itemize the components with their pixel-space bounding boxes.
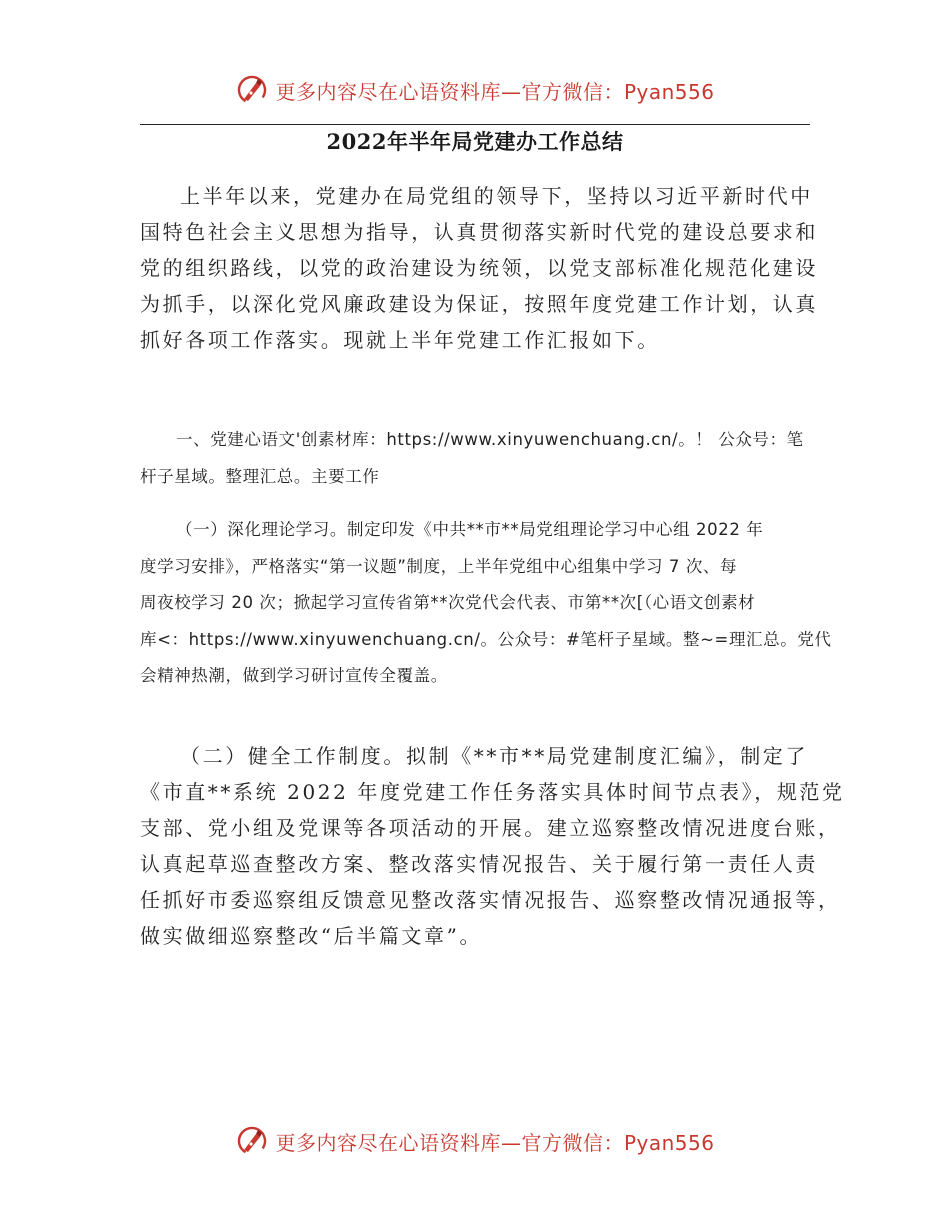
paragraph-line: 支部、党小组及党课等各项活动的开展。建立巡察整改情况进度台账，: [140, 816, 841, 840]
paragraph-line: （一）深化理论学习。制定印发《中共**市**局党组理论学习中心组 2022 年: [176, 520, 764, 539]
paragraph-line: 杆子星域。整理汇总。主要工作: [140, 466, 380, 486]
footer-banner: [0, 1121, 950, 1161]
paragraph-line: 抓好各项工作落实。现就上半年党建工作汇报如下。: [140, 328, 660, 352]
section-heading-paragraph: [140, 422, 810, 495]
pen-nib-logo-icon: [235, 1124, 269, 1158]
paragraph-line: 库<：https://www.xinyuwenchuang.cn/。公众号：#笔杆子星域。整~=理汇总。党代: [140, 629, 832, 649]
paragraph-line: 国特色社会主义思想为指导，认真贯彻落实新时代党的建设总要求和: [140, 220, 818, 244]
paragraph-line: 一、党建心语文'创素材库：https://www.xinyuwenchuang.cn/。！ 公众号：笔: [176, 430, 804, 449]
paragraph-line: 任抓好市委巡察组反馈意见整改落实情况报告、巡察整改情况通报等，: [140, 888, 841, 912]
pen-nib-logo-icon: [235, 73, 269, 107]
footer-banner-text: 更多内容尽在心语资料库—官方微信：Pyan556: [275, 1130, 715, 1155]
paragraph-line: 度学习安排》，严格落实“第一议题”制度，上半年党组中心组集中学习 7 次、每: [140, 556, 738, 576]
paragraph-line: 周夜校学习 20 次；掀起学习宣传省第**次党代会代表、市第**次[（心语文创素材: [140, 593, 756, 612]
paragraph-line: 会精神热潮，做到学习研讨宣传全覆盖。: [140, 666, 448, 685]
paragraph-line: 上半年以来，党建办在局党组的领导下，坚持以习近平新时代中: [180, 184, 813, 208]
document-title: 2022年半年局党建办工作总结: [326, 129, 624, 154]
paragraph-line: 《市直**系统 2022 年度党建工作任务落实具体时间节点表》，规范党: [140, 780, 845, 804]
paragraph-line: （二）健全工作制度。拟制《**市**局党建制度汇编》，制定了: [180, 744, 808, 768]
footer-banner-content: [235, 1124, 714, 1158]
header-divider: [140, 124, 810, 125]
header-banner-text: 更多内容尽在心语资料库—官方微信：Pyan556: [275, 79, 715, 104]
header-banner: [0, 70, 950, 110]
intro-paragraph: [140, 178, 818, 358]
item-2-paragraph: [140, 738, 845, 954]
item-1-paragraph: [140, 512, 832, 695]
header-banner-content: [235, 73, 714, 107]
paragraph-line: 认真起草巡查整改方案、整改落实情况报告、关于履行第一责任人责: [140, 852, 818, 876]
paragraph-line: 为抓手，以深化党风廉政建设为保证，按照年度党建工作计划，认真: [140, 292, 818, 316]
paragraph-line: 做实做细巡察整改“后半篇文章”。: [140, 924, 483, 948]
paragraph-line: 党的组织路线，以党的政治建设为统领，以党支部标准化规范化建设: [140, 256, 818, 280]
